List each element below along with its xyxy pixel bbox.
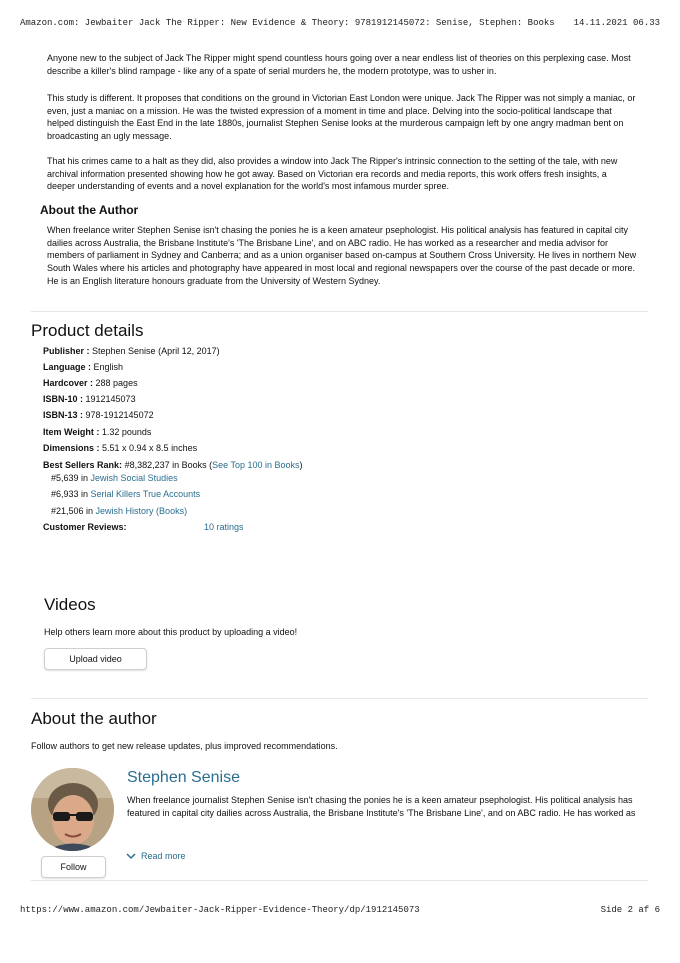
rank-item: #5,639 in Jewish Social Studies: [51, 473, 178, 483]
detail-row-hardcover: Hardcover : 288 pages: [43, 378, 138, 388]
detail-row-item-weight: Item Weight : 1.32 pounds: [43, 427, 152, 437]
detail-row-isbn10: ISBN-10 : 1912145073: [43, 394, 136, 404]
print-footer-url: https://www.amazon.com/Jewbaiter-Jack-Ripper-Evidence-Theory/dp/1912145073: [20, 905, 420, 915]
ratings-link[interactable]: 10 ratings: [204, 522, 244, 532]
print-footer-page: Side 2 af 6: [600, 905, 660, 915]
author-avatar: [31, 768, 114, 851]
rank-item: #21,506 in Jewish History (Books): [51, 506, 188, 516]
category-link-jewish-social-studies[interactable]: Jewish Social Studies: [90, 473, 178, 483]
author-name-link[interactable]: Stephen Senise: [127, 769, 240, 786]
about-the-author-text: When freelance writer Stephen Senise isn't chasing the ponies he is a keen amateur psephologist. His political analysis has featured in capital city dailies across Australia, the Brisbane Institute's 'The Brisbane Line', and on ABC radio. He has worked as a researcher and media advisor for members of parliament in Sydney and Canberra; and as a union organiser based on-campus at Southern Cross University. He lives in northern New South Wales where his articles and photography have appeared in most local and regional newspapers over the course of the past decade or more. He is an English literature honours graduate from the University of Western Sydney.: [47, 225, 637, 286]
print-footer: [20, 905, 660, 915]
top-100-books-link[interactable]: See Top 100 in Books: [212, 460, 300, 470]
rank-item: #6,933 in Serial Killers True Accounts: [51, 489, 201, 499]
upload-video-button[interactable]: Upload video: [44, 648, 147, 670]
customer-reviews-label: Customer Reviews:: [43, 522, 127, 532]
divider: [31, 311, 648, 312]
detail-row-language: Language : English: [43, 362, 124, 372]
category-link-jewish-history[interactable]: Jewish History (Books): [95, 506, 188, 516]
print-header: [20, 18, 660, 28]
divider: [31, 880, 648, 881]
read-more-label: Read more: [141, 851, 186, 861]
category-link-serial-killers[interactable]: Serial Killers True Accounts: [90, 489, 201, 499]
chevron-down-icon: [126, 853, 136, 860]
follow-prompt: Follow authors to get new release updates, plus improved recommendations.: [31, 741, 338, 751]
divider: [31, 698, 648, 699]
detail-row-dimensions: Dimensions : 5.51 x 0.94 x 8.5 inches: [43, 443, 198, 453]
videos-help-text: Help others learn more about this product by uploading a video!: [44, 627, 298, 637]
about-the-author-heading: About the Author: [40, 203, 139, 217]
author-photo: [31, 768, 114, 851]
detail-row-publisher: Publisher : Stephen Senise (April 12, 2017): [43, 346, 220, 356]
author-bio: When freelance journalist Stephen Senise isn't chasing the ponies he is a keen amateur psephologist. His political analysis has featured in capital city dailies across Australia, the Brisbane Institute's 'The Brisbane Line', and on ABC radio. He has worked as: [127, 795, 636, 818]
follow-button[interactable]: Follow: [41, 856, 106, 878]
description-paragraph: Anyone new to the subject of Jack The Ripper might spend countless hours going over a near endless list of theories on this perplexing case. Most describe a killer's blind rampage - like any of a spate of serial murders he, the modern prototype, was to usher in.: [47, 53, 631, 76]
about-author-heading: About the author: [31, 709, 157, 728]
print-header-datetime: 14.11.2021 06.33: [573, 18, 660, 28]
best-sellers-rank: Best Sellers Rank: #8,382,237 in Books (See Top 100 in Books): [43, 460, 303, 470]
read-more-link[interactable]: [126, 851, 186, 861]
videos-heading: Videos: [44, 595, 96, 614]
product-details-heading: Product details: [31, 321, 144, 340]
detail-row-isbn13: ISBN-13 : 978-1912145072: [43, 410, 154, 420]
description-paragraph: That his crimes came to a halt as they did, also provides a window into Jack The Ripper's intrinsic connection to the setting of the tale, with new archival information presented showing how he got away. Based on Victorian era records and media reports, this work offers fresh insights, a deeper understanding of events and a novel explanation for the world's most infamous murder spree.: [47, 156, 618, 192]
description-paragraph: This study is different. It proposes that conditions on the ground in Victorian East London were unique. Jack The Ripper was not simply a maniac, or even, just a maniac on a mission. He was the twisted expression of a moment in time and place. Delving into the socio-political landscape that helped distinguish the East End in the late 1880s, journalist Stephen Senise looks at the murderous campaign left by one angry madman bent on broadcasting an ugly message.: [47, 93, 636, 142]
print-header-title: Amazon.com: Jewbaiter Jack The Ripper: New Evidence & Theory: 9781912145072: Senise, Stephen: Books: [20, 18, 555, 28]
